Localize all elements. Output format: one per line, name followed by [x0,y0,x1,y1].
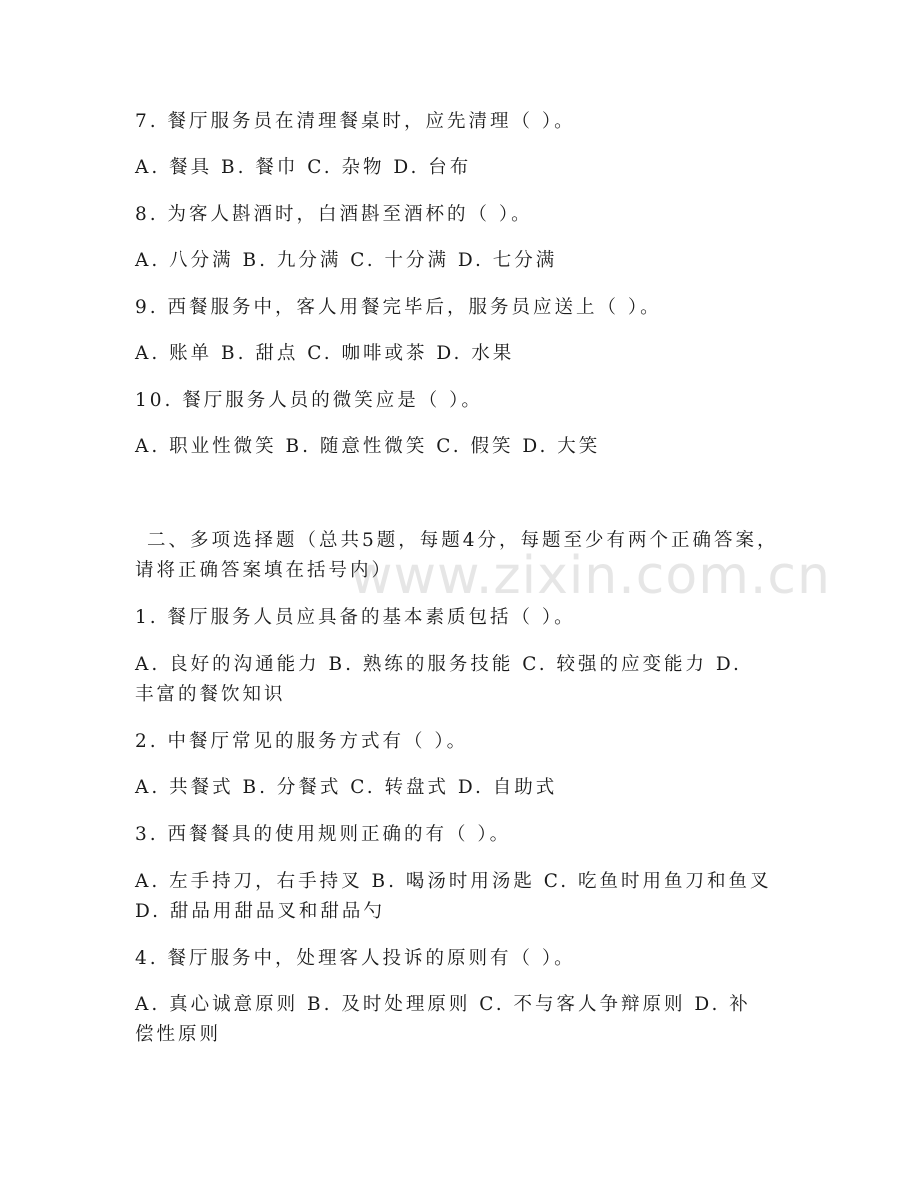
question-7-stem: 7. 餐厅服务员在清理餐桌时，应先清理（ ）。 [135,111,576,132]
mc-question-4-options-line-2: 偿性原则 [135,1024,222,1045]
question-10-stem: 10. 餐厅服务人员的微笑应是（ ）。 [135,390,483,411]
question-8-options: A. 八分满 B. 九分满 C. 十分满 D. 七分满 [135,250,558,271]
question-9-stem: 9. 西餐服务中，客人用餐完毕后，服务员应送上（ ）。 [135,297,662,318]
mc-question-1-options-line-2: 丰富的餐饮知识 [135,684,286,705]
question-10-options: A. 职业性微笑 B. 随意性微笑 C. 假笑 D. 大笑 [135,436,601,457]
question-9-options: A. 账单 B. 甜点 C. 咖啡或茶 D. 水果 [135,343,515,364]
mc-question-4-stem: 4. 餐厅服务中，处理客人投诉的原则有（ ）。 [135,948,576,969]
mc-question-4-options-line-1: A. 真心诚意原则 B. 及时处理原则 C. 不与客人争辩原则 D. 补 [135,994,751,1015]
mc-question-2-stem: 2. 中餐厅常见的服务方式有（ ）。 [135,731,469,752]
section-2-heading-line-1: 二、多项选择题（总共5题，每题4分，每题至少有两个正确答案， [147,530,779,551]
mc-question-3-stem: 3. 西餐餐具的使用规则正确的有（ ）。 [135,824,512,845]
mc-question-1-options-line-1: A. 良好的沟通能力 B. 熟练的服务技能 C. 较强的应变能力 D. [135,654,742,675]
mc-question-2-options: A. 共餐式 B. 分餐式 C. 转盘式 D. 自助式 [135,777,558,798]
section-2-heading-line-2: 请将正确答案填在括号内） [135,560,394,581]
question-7-options: A. 餐具 B. 餐巾 C. 杂物 D. 台布 [135,157,472,178]
question-8-stem: 8. 为客人斟酒时，白酒斟至酒杯的（ ）。 [135,204,533,225]
mc-question-3-options-line-1: A. 左手持刀，右手持叉 B. 喝汤时用汤匙 C. 吃鱼时用鱼刀和鱼叉 [135,871,772,892]
mc-question-1-stem: 1. 餐厅服务人员应具备的基本素质包括（ ）。 [135,607,576,628]
watermark: www.zixin.com.cn [350,546,831,606]
mc-question-3-options-line-2: D. 甜品用甜品叉和甜品勺 [135,901,385,922]
